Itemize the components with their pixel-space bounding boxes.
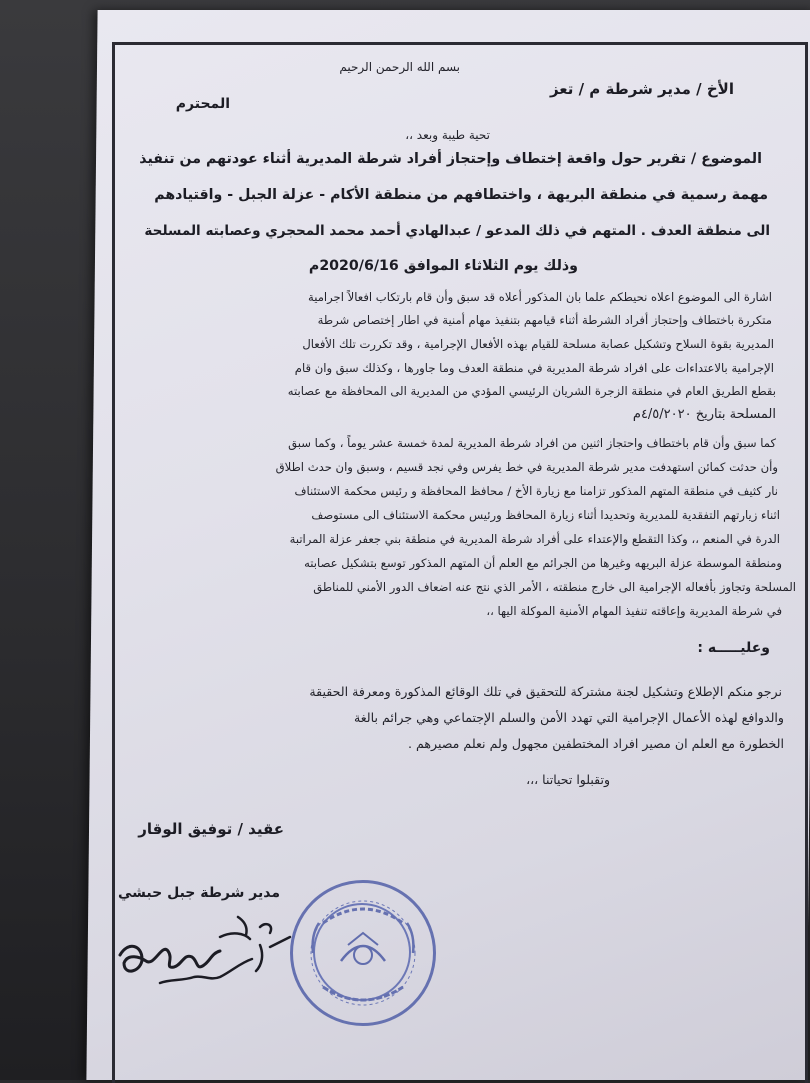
paragraph1-line-3: المديرية بقوة السلاح وتشكيل عصابة مسلحة للقيام بهذه الأفعال الإجرامية ، وقد تكررت تلك الأفعال <box>302 337 774 351</box>
subject-line-3: الى منطقة العدف . المتهم في ذلك المدعو / عبدالهادي أحمد محمد المحجري وعصابته المسلحة <box>144 223 770 239</box>
paragraph2-line-8: في شرطة المديرية وإعاقته تنفيذ المهام الأمنية الموكلة اليها ،، <box>486 604 782 618</box>
paragraph2-line-7: المسلحة وتجاوز بأفعاله الإجرامية الى خارج منطقته ، الأمر الذي نتج عنه اضعاف الدور الأمني للمناطق <box>313 580 796 594</box>
paragraph1-line-2: متكررة باختطاف وإحتجاز أفراد الشرطة أثناء قيامهم بتنفيذ مهام أمنية في اطار إختصاص شرطة <box>317 313 772 327</box>
signer-title: مدير شرطة جبل حبشي <box>117 885 280 901</box>
greeting: تحية طيبة وبعد ،، <box>405 128 490 142</box>
closing: وتقبلوا تحياتنا ،،، <box>526 772 610 787</box>
subject-line-2: مهمة رسمية في منطقة البريهة ، واختطافهم من منطقة الأكام - عزلة الجبل - واقتيادهم <box>154 187 768 203</box>
subject-line-4: وذلك يوم الثلاثاء الموافق 2020/6/16م <box>308 258 578 274</box>
official-stamp <box>290 880 436 1026</box>
paragraph1-line-5: بقطع الطريق العام في منطقة الزجرة الشريان الرئيسي المؤدي من المديرية الى المحافظة مع عصابته <box>287 384 776 398</box>
respect-label: المحترم <box>175 96 230 112</box>
request-line-2: والدوافع لهذه الأعمال الإجرامية التي تهدد الأمن والسلم الإجتماعي وهي جرائم بالغة <box>353 710 784 725</box>
request-line-3: الخطورة مع العلم ان مصير افراد المختطفين مجهول ولم نعلم مصيرهم . <box>407 736 784 751</box>
request-line-1: نرجو منكم الإطلاع وتشكيل لجنة مشتركة للتحقيق في تلك الوقائع المذكورة ومعرفة الحقيقة <box>309 684 782 699</box>
signer-name: عقيد / توفيق الوقار <box>138 820 284 838</box>
paragraph1-line-1: اشارة الى الموضوع اعلاه نحيطكم علما بان المذكور أعلاه قد سبق وأن قام بارتكاب افعالاً اجرامية <box>307 290 772 304</box>
handwritten-signature <box>110 905 310 1015</box>
paragraph1-line-4: الإجرامية بالاعتداءات على افراد شرطة المديرية في منطقة العدف وما جاورها ، وكذلك سبق وان قام <box>294 361 774 375</box>
paragraph2-line-6: ومنطقة الموسطة عزلة البريهه وغيرها من الجرائم مع العلم أن المتهم المذكور توسع بتشكيل عصابته <box>304 556 782 570</box>
waalayh-label: وعليـــــه : <box>697 640 770 656</box>
paragraph2-line-5: الدرة في المنعم ،، وكذا التقطع والإعتداء على أفراد شرطة المديرية في منطقة بني جعفر عزلة المراتبة <box>289 532 780 546</box>
paragraph1-line-6: المسلحة بتاريخ ٤/٥/٢٠٢٠م <box>632 407 776 422</box>
paragraph2-line-3: نار كثيف في منطقة المتهم المذكور تزامنا مع زيارة الأخ / محافظ المحافظة و رئيس محكمة الاستئناف <box>294 484 778 498</box>
recipient: الأخ / مدير شرطة م / تعز <box>549 80 734 98</box>
paragraph2-line-1: كما سبق وأن قام باختطاف واحتجاز اثنين من افراد شرطة المديرية لمدة خمسة عشر يوماً ، وكما سبق <box>288 436 776 450</box>
paragraph2-line-2: وأن حدثت كمائن استهدفت مدير شرطة المديرية في خط يفرس وفي نجد قسيم ، وسبق وان حدث اطلاق <box>275 460 778 474</box>
stamp-emblem-icon <box>293 883 433 1023</box>
basmala: بسم الله الرحمن الرحيم <box>339 60 460 74</box>
paragraph2-line-4: اثناء زيارتهم التفقدية للمديرية وتحديدا أثناء زيارة المحافظ ورئيس محكمة الاستئناف الى مستوصف <box>311 508 780 522</box>
subject-line-1: الموضوع / تقرير حول واقعة إختطاف وإحتجاز أفراد شرطة المديرية أثناء عودتهم من تنفيذ <box>139 151 762 167</box>
